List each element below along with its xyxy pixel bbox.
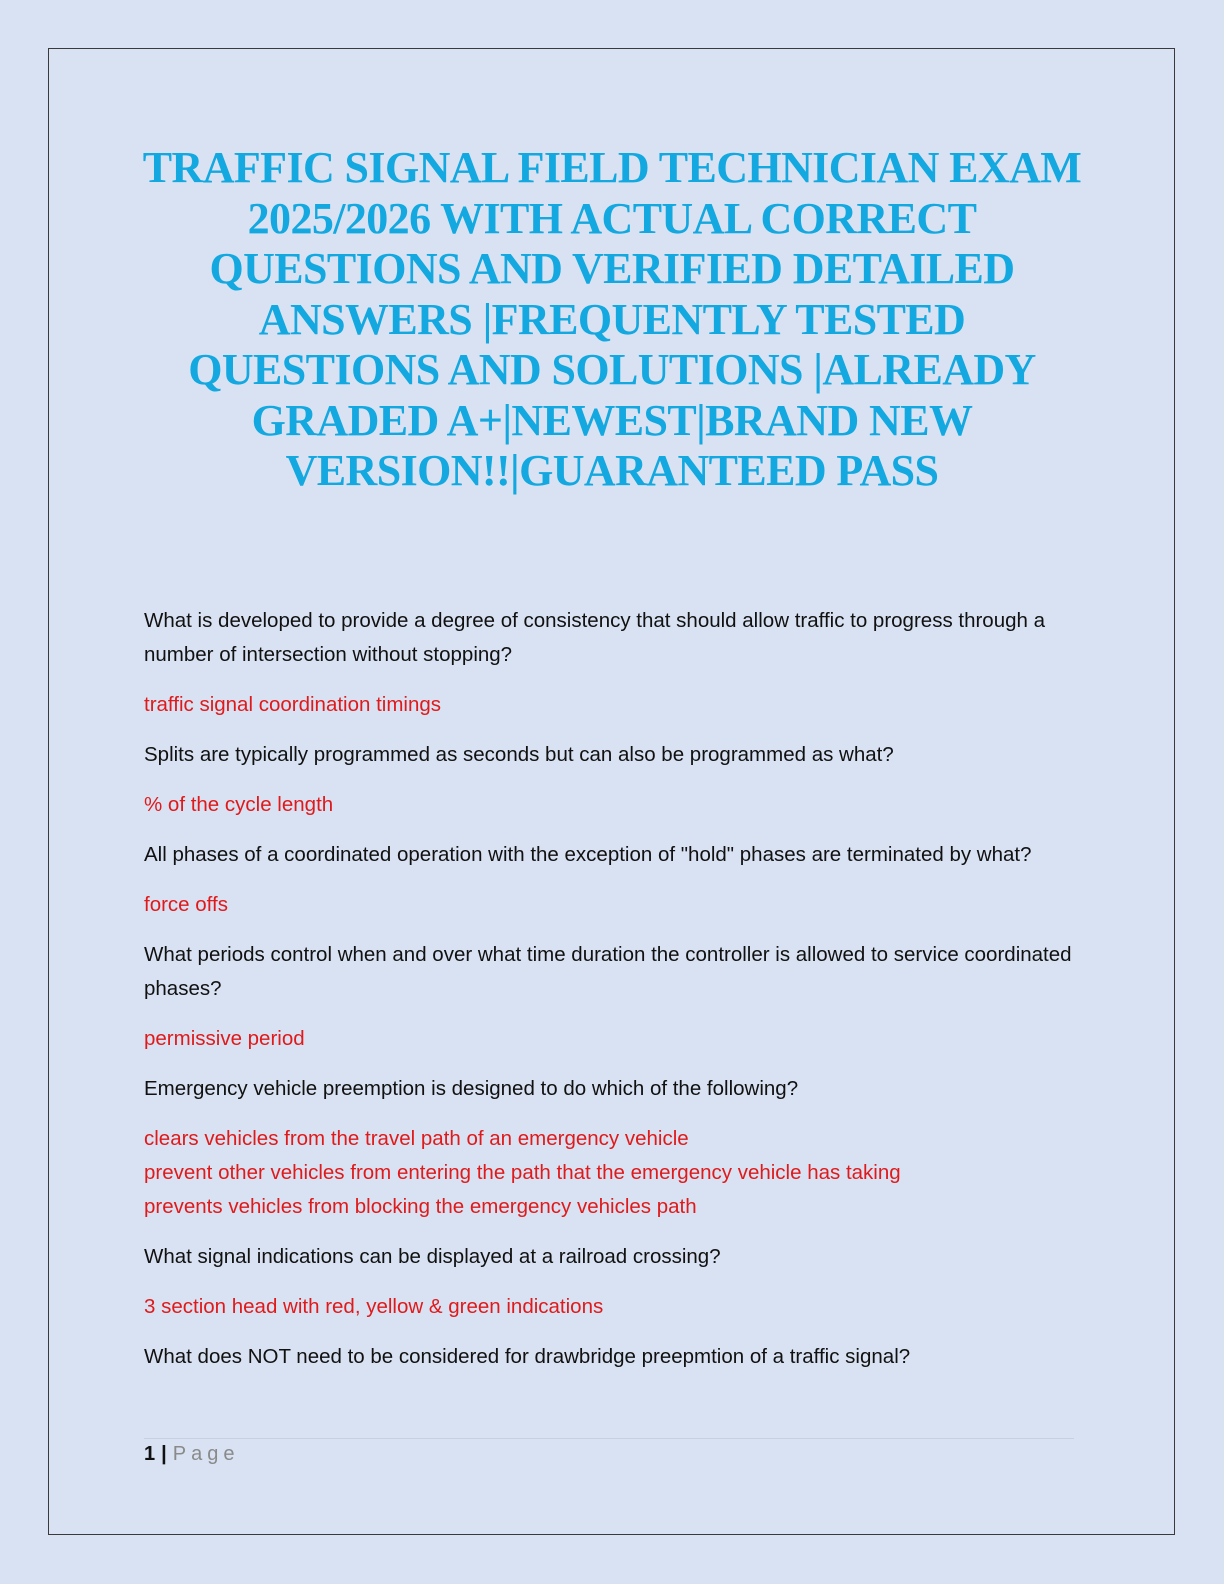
title-line: 2025/2026 WITH ACTUAL CORRECT [247,193,977,243]
question-text: What signal indications can be displayed at a railroad crossing? [144,1245,721,1268]
question-text: What is developed to provide a degree of consistency that should allow traffic to progress through a number of intersection without stopping? [144,609,1046,666]
answer-line: force offs [144,893,228,916]
answer-text [144,888,1094,922]
page-label: Page [172,1443,240,1465]
title-line: QUESTIONS AND SOLUTIONS |ALREADY [188,345,1036,394]
answer-text [144,788,1094,822]
title-line: QUESTIONS AND VERIFIED DETAILED [209,244,1015,293]
answer-text [144,1022,1094,1056]
question-text: Emergency vehicle preemption is designed to do which of the following? [144,1077,799,1100]
answer-line: % of the cycle length [144,793,334,816]
title-line: ANSWERS |FREQUENTLY TESTED [258,294,966,344]
page-footer [144,1441,239,1467]
footer-separator: | [161,1443,167,1465]
answer-text [144,688,1094,722]
question-text: All phases of a coordinated operation with the exception of "hold" phases are terminated by what? [144,843,1032,866]
answer-line: prevent other vehicles from entering the path that the emergency vehicle has taking [144,1161,901,1184]
answer-text [144,1122,1094,1224]
title-line: GRADED A+|NEWEST|BRAND NEW [251,395,973,445]
title-line: VERSION!!|GUARANTEED PASS [285,446,939,495]
question-text: What periods control when and over what time duration the controller is allowed to service coordinated phases? [144,943,1072,1000]
answer-line: prevents vehicles from blocking the emergency vehicles path [144,1195,697,1218]
title-line: TRAFFIC SIGNAL FIELD TECHNICIAN EXAM [142,143,1082,192]
page-number: 1 [144,1443,156,1465]
answer-line: permissive period [144,1027,305,1050]
qa-list [144,604,1094,1390]
answer-line: traffic signal coordination timings [144,693,442,716]
question-text: What does NOT need to be considered for drawbridge preepmtion of a traffic signal? [144,1345,911,1368]
answer-text [144,1290,1094,1324]
document-title [130,143,1094,497]
answer-line: clears vehicles from the travel path of an emergency vehicle [144,1127,689,1150]
footer-divider [144,1438,1074,1439]
answer-line: 3 section head with red, yellow & green indications [144,1295,604,1318]
question-text: Splits are typically programmed as seconds but can also be programmed as what? [144,743,894,766]
